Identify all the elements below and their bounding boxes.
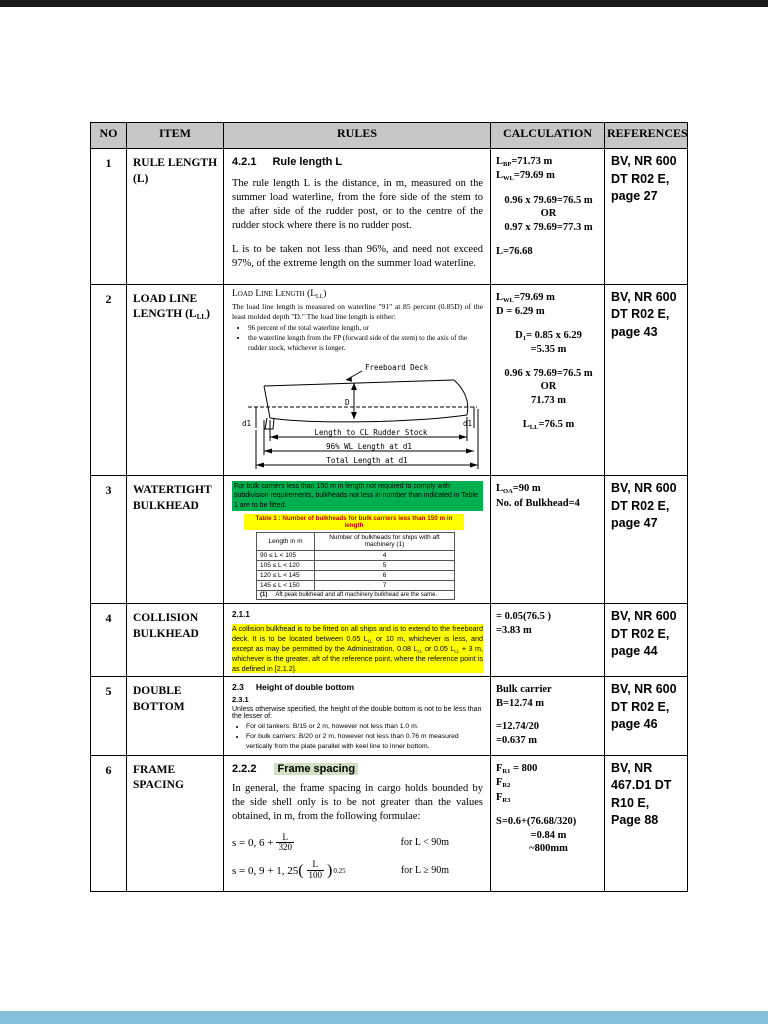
calc-line: 0.96 x 79.69=76.5 m (504, 194, 593, 206)
reference-line: page 46 (611, 717, 658, 732)
reference-line: BV, NR 600 (611, 289, 677, 304)
table-row-collision-bulkhead (91, 604, 688, 677)
mini-row (257, 581, 455, 591)
bullet-item: • the waterline length from the FP (forward side of the stem) to the axis of the rudder stock, whichever is longer. (248, 334, 483, 353)
rules-heading (232, 156, 483, 168)
rules-heading: Load Line Length (LLL) (232, 288, 327, 300)
calc-line: 0.96 x 79.69=76.5 m (504, 367, 593, 379)
mini-cell-count: 6 (315, 571, 455, 581)
diagram-label-depth: D (345, 398, 350, 408)
calculation-cell (491, 284, 605, 476)
calc-line: FR2 (496, 777, 511, 790)
calc-line: FR1 = 800 (496, 762, 538, 775)
reference-cell (605, 149, 688, 285)
reference-cell (605, 604, 688, 677)
rules-heading (232, 682, 483, 692)
mini-cell-count: 4 (315, 551, 455, 561)
sub-clause-number: 2.3.1 (232, 695, 249, 705)
reference-cell (605, 677, 688, 756)
calc-line: D1= 0.85 x 6.29 (515, 329, 582, 342)
reference-line: BV, NR 600 (611, 682, 677, 697)
reference-line: DT R02 E, (611, 626, 670, 641)
formula-condition: for L < 90m (400, 837, 449, 849)
mini-cell-range: 105 ≤ L < 120 (257, 561, 315, 571)
viewer-top-bar (0, 0, 768, 7)
calc-line: OR (540, 208, 557, 220)
row-number: 1 (91, 149, 127, 285)
mini-footnote-row (257, 591, 455, 600)
item-cell (127, 149, 224, 285)
mini-row (257, 551, 455, 561)
spacer (496, 710, 601, 720)
rules-paragraph: In general, the frame spacing in cargo holds bounded by the side shell only is to be not greater than the values obtained, in m, from the following formulae: (232, 782, 483, 822)
formula-exponent: 0.25 (333, 866, 346, 875)
calc-line: =0.84 m (530, 829, 567, 841)
rules-cell (224, 284, 491, 476)
formula-lhs: s = 0, 9 + 1, 25 (232, 864, 299, 877)
item-cell (127, 677, 224, 756)
spacer (496, 319, 601, 329)
rules-paragraph: The load line length is measured on waterline "91" at 85 percent (0.85D) of the least molded depth "D." The load line length is either: (232, 302, 483, 322)
calc-line: LWL=79.69 m (496, 291, 555, 304)
calc-line: LWL=79.69 m (496, 170, 555, 183)
mini-footnote (257, 591, 455, 600)
mini-row (257, 571, 455, 581)
fraction-numerator: L (312, 859, 319, 870)
reference-line: page 47 (611, 516, 658, 531)
reference-line: DT R02 E, (611, 171, 670, 186)
reference-line: BV, NR (611, 760, 653, 775)
clause-number: 2.2.2 (232, 762, 257, 775)
mini-cell-count: 5 (315, 561, 455, 571)
col-header-calculation: CALCULATION (491, 123, 605, 149)
diagram-label-freeboard-deck: Freeboard Deck (365, 363, 429, 373)
formula-condition: for L ≥ 90m (400, 865, 449, 877)
rules-heading (232, 763, 483, 775)
mini-cell-range: 120 ≤ L < 145 (257, 571, 315, 581)
reference-cell (605, 284, 688, 476)
reference-line: page 27 (611, 189, 658, 203)
spacer (496, 408, 601, 418)
clause-number: 2.3 (232, 682, 244, 693)
diagram-dim-96wl: 96% WL Length at d1 (326, 442, 412, 452)
reference-line: page 44 (611, 644, 658, 659)
rules-cell (224, 604, 491, 677)
table-row-frame-spacing (91, 755, 688, 891)
reference-line: DT R02 E, (611, 307, 670, 322)
reference-cell (605, 476, 688, 604)
mini-cell-count: 7 (315, 581, 455, 591)
item-cell (127, 755, 224, 891)
close-paren: ) (327, 861, 333, 879)
mini-cell-range: 90 ≤ L < 105 (257, 551, 315, 561)
mini-cell-range: 145 ≤ L < 150 (257, 581, 315, 591)
row-number: 2 (91, 284, 127, 476)
rules-cell (224, 149, 491, 285)
reference-line: BV, NR 600 (611, 609, 677, 624)
reference-line: BV, NR 600 (611, 481, 677, 496)
spacer (496, 357, 601, 367)
calc-line: D = 6.29 m (496, 306, 545, 318)
item-cell (127, 476, 224, 604)
calc-line: LLL=76.5 m (522, 418, 575, 431)
reference-line: 467.D1 DT (611, 778, 672, 793)
item-label: COLLISION BULKHEAD (133, 612, 199, 640)
table-row-watertight-bulkhead (91, 476, 688, 604)
table-row-load-line-length (91, 284, 688, 476)
bullet-item: • For oil tankers: B/15 or 2 m, however not less than 1.0 m. (246, 722, 483, 731)
header-row (91, 123, 688, 149)
col-header-rules: RULES (224, 123, 491, 149)
fraction (276, 833, 294, 854)
calculation-cell (491, 677, 605, 756)
reference-line: Page 88 (611, 813, 659, 828)
calc-line: LBP=71.73 m (496, 156, 553, 168)
open-paren: ( (298, 861, 304, 879)
clause-title: Frame spacing (274, 763, 358, 775)
row-number: 3 (91, 476, 127, 604)
item-label: RULE LENGTH (L) (133, 157, 218, 185)
item-cell (127, 284, 224, 476)
footnote-text: Aft peak bulkhead and aft machinery bulkhead are the same. (275, 592, 438, 599)
highlighted-rule-text: For bulk carriers less than 150 m in length not required to comply with subdivision requirements, bulkheads not less in number than indicated in Table 1 are to be fitted. (232, 481, 483, 510)
bullet-item: • For bulk carriers: B/20 or 2 m, however not less than 0.76 m measured vertically from the plate parallel with keel line to inner bottom. (246, 732, 483, 750)
rules-paragraph: The rule length L is the distance, in m, measured on the summer load waterline, from the fore side of the stem to the after side of the rudder post, or to the centre of the rudder stock where there is no rudder post. (232, 178, 483, 231)
col-header-item: ITEM (127, 123, 224, 149)
row-number: 4 (91, 604, 127, 677)
bulkhead-count-table (256, 532, 455, 601)
item-cell (127, 604, 224, 677)
item-label: FRAME SPACING (133, 763, 184, 792)
fraction-numerator: L (282, 831, 288, 842)
rules-paragraph: Unless otherwise specified, the height of the double bottom is not to be less than the lesser of: (232, 706, 482, 721)
calculation-cell (491, 149, 605, 285)
reference-line: DT R02 E, (611, 699, 670, 714)
diagram-dim-rudder-stock: Length to CL Rudder Stock (314, 428, 428, 438)
table-row-rule-length (91, 149, 688, 285)
row-number: 6 (91, 755, 127, 891)
formula-lhs: s = 0, 6 + (232, 836, 274, 849)
clause-number: 4.2.1 (232, 156, 257, 168)
inner-table-caption: Table 1 : Number of bulkheads for bulk carriers less than 150 m in length (244, 514, 464, 530)
mini-col-length: Length in m (257, 532, 315, 551)
item-label: LOAD LINE LENGTH (LLL) (133, 292, 210, 322)
calculation-cell (491, 476, 605, 604)
calc-line: =12.74/20 (496, 721, 540, 733)
calc-line: FR3 (496, 791, 511, 804)
spacer (496, 805, 601, 815)
col-header-references: REFERENCES (605, 123, 688, 149)
frame-spacing-formula-2 (232, 860, 483, 881)
calc-line: L=76.68 (496, 245, 533, 257)
rules-comparison-table (90, 122, 688, 892)
calc-line: OR (540, 381, 557, 393)
ship-length-diagram (234, 356, 484, 472)
clause-title: Height of double bottom (255, 682, 355, 693)
rules-paragraph: L is to be taken not less than 96%, and need not exceed 97%, of the extreme length on the summer load waterline. (232, 243, 483, 269)
col-header-no: NO (91, 123, 127, 149)
calc-line: =0.637 m (496, 735, 537, 747)
calc-line: No. of Bulkhead=4 (496, 497, 580, 509)
mini-row (257, 561, 455, 571)
footnote-number: (1) (260, 592, 268, 599)
item-label: WATERTIGHT BULKHEAD (133, 484, 212, 512)
fraction (307, 860, 325, 881)
calc-line: 0.97 x 79.69=77.3 m (504, 222, 593, 234)
calc-line: =3.83 m (496, 624, 532, 636)
calculation-cell (491, 755, 605, 891)
spacer (496, 235, 601, 245)
calc-line: = 0.05(76.5 ) (496, 611, 551, 623)
diagram-dim-total: Total Length at d1 (326, 456, 408, 466)
frame-spacing-formula-1 (232, 833, 483, 854)
fraction-denominator: 100 (308, 870, 323, 881)
rules-cell (224, 476, 491, 604)
rules-bullet-list (248, 324, 483, 353)
calc-line: Bulk carrier (496, 684, 552, 696)
row-number: 5 (91, 677, 127, 756)
spacer (496, 184, 601, 194)
reference-line: DT R02 E, (611, 498, 670, 513)
clause-number: 2.1.1 (232, 610, 250, 620)
rules-cell (224, 755, 491, 891)
rules-cell (224, 677, 491, 756)
highlighted-rule-text: A collision bulkhead is to be fitted on all ships and is to extend to the freeboard deck. It is to be located between 0.05 LLL or 10 m, whichever is less, and except as may be permitted by the Administration, 0.08 LLL or 0.05 LLL + 3 m, whichever is the greater, aft of the reference point, where the reference point is as defined in [2.1.2]. (232, 624, 484, 673)
rules-bullet-list (246, 722, 483, 751)
reference-line: BV, NR 600 (611, 154, 677, 168)
calc-line: =5.35 m (530, 344, 567, 356)
calc-line: 71.73 m (531, 395, 566, 407)
calc-line: ~800mm (529, 843, 568, 855)
bullet-item: • 96 percent of the total waterline length, or (248, 324, 483, 334)
fraction-denominator: 320 (278, 842, 292, 853)
item-label: DOUBLE BOTTOM (133, 685, 185, 713)
diagram-label-d1-left: d1 (242, 419, 252, 429)
reference-line: R10 E, (611, 795, 650, 810)
clause-title: Rule length L (272, 156, 343, 168)
mini-col-bulkheads: Number of bulkheads for ships with aft machinery (1) (315, 532, 455, 551)
reference-line: page 43 (611, 324, 658, 339)
table-row-double-bottom (91, 677, 688, 756)
calc-line: LOA=90 m (496, 483, 541, 496)
reference-cell (605, 755, 688, 891)
calculation-cell (491, 604, 605, 677)
viewer-bottom-bar (0, 1011, 768, 1024)
calc-line: S=0.6+(76.68/320) (496, 815, 577, 827)
calc-line: B=12.74 m (496, 697, 544, 709)
diagram-label-d1-right: d1 (463, 419, 473, 429)
